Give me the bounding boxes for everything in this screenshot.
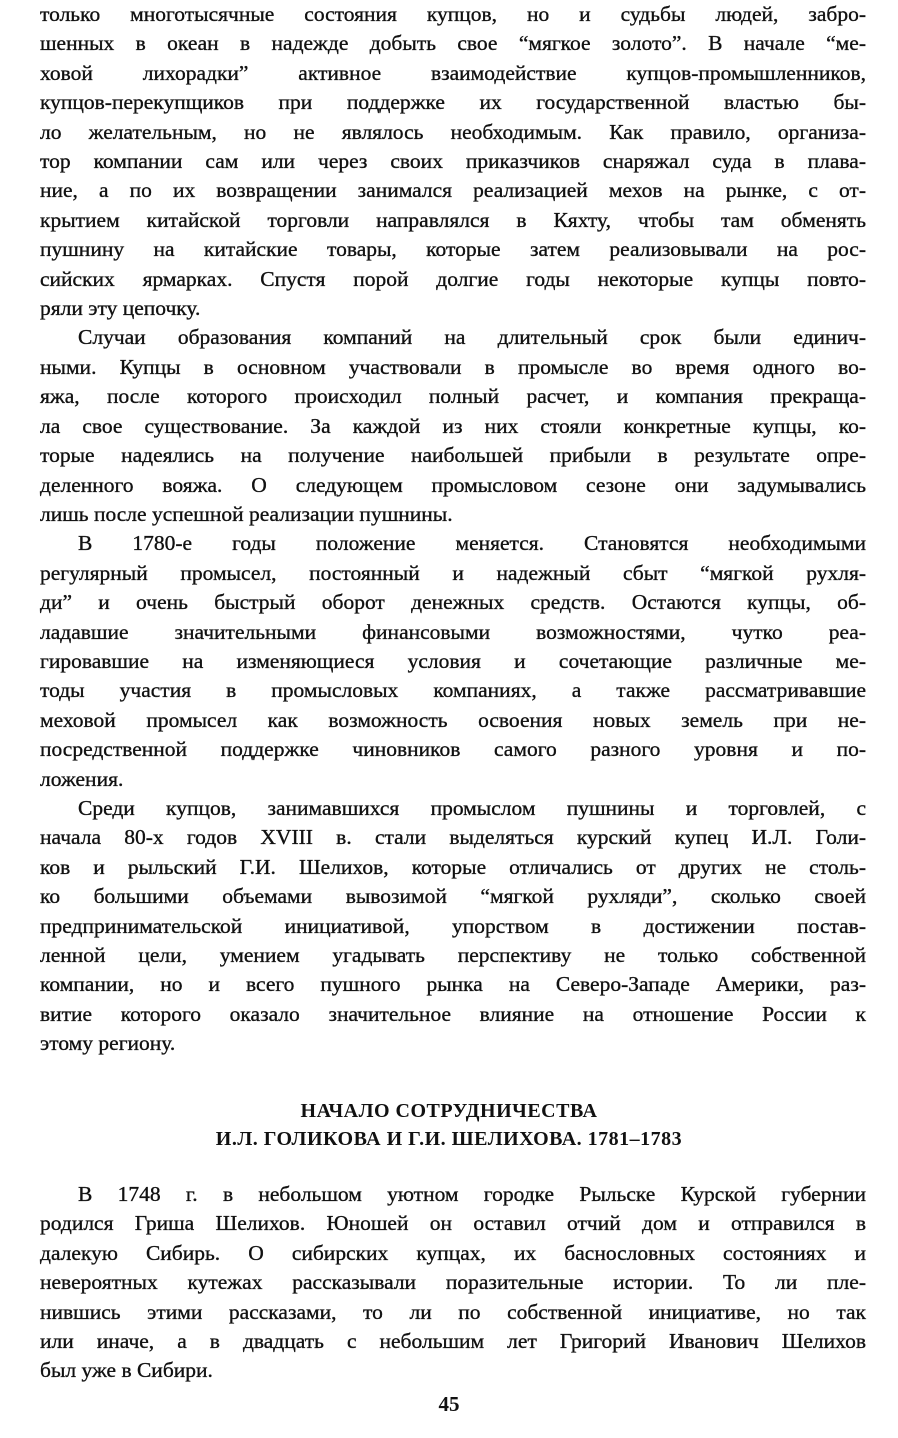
text-line: ков и рыльский Г.И. Шелихов, которые отличались от других не столь- (40, 854, 866, 879)
text-line: ряли эту цепочку. (40, 296, 201, 321)
text-line: родился Гриша Шелихов. Юношей он оставил отчий дом и отправился в (40, 1211, 866, 1236)
text-line: торые надеялись на получение наибольшей прибыли в результате опре- (40, 443, 866, 468)
body-text-bottom (40, 1180, 866, 1386)
text-line: ла свое существование. За каждой из них стояли конкретные купцы, ко- (40, 413, 866, 438)
text-line: ленной цели, умением угадывать перспективу не только собственной (40, 943, 866, 967)
text-line: ладавшие значительными финансовыми возможностями, чутко реа- (40, 619, 866, 644)
text-line: ко большими объемами вывозимой “мягкой рухляди”, сколько своей (40, 884, 866, 909)
text-line: пушнину на китайские товары, которые затем реализовывали на рос- (40, 237, 866, 262)
text-line: деленного вояжа. О следующем промысловом сезоне они задумывались (40, 472, 866, 497)
text-line: этому региону. (40, 1031, 176, 1056)
text-line: компании, но и всего пушного рынка на Северо-Западе Америки, раз- (40, 972, 866, 997)
text-line: В 1780-е годы положение меняется. Становятся необходимыми (78, 531, 866, 556)
text-line: ди” и очень быстрый оборот денежных средств. Остаются купцы, об- (40, 590, 866, 615)
text-line: нившись этими рассказами, то ли по собственной инициативе, но так (40, 1299, 866, 1324)
heading-line-2: И.Л. ГОЛИКОВА И Г.И. ШЕЛИХОВА. 1781–1783 (215, 1128, 683, 1150)
text-line: В 1748 г. в небольшом уютном городке Рыльске Курской губернии (78, 1182, 866, 1206)
text-line: Среди купцов, занимавшихся промыслом пушнины и торговлей, с (78, 795, 866, 820)
text-line: тор компании сам или через своих приказчиков снаряжал суда в плава- (40, 149, 866, 174)
body-text-top (40, 0, 866, 1059)
text-line: шенных в океан в надежде добыть свое “мягкое золото”. В начале “ме- (40, 31, 866, 56)
text-line: был уже в Сибири. (40, 1358, 213, 1383)
text-line: ложения. (40, 766, 124, 791)
text-line: крытием китайской торговли направлялся в Кяхту, чтобы там обменять (40, 207, 866, 232)
section-heading (0, 1097, 898, 1153)
text-line: тоды участия в промысловых компаниях, а также рассматривавшие (40, 678, 866, 703)
text-line: гировавшие на изменяющиеся условия и сочетающие различные ме- (40, 648, 866, 673)
text-line: яжа, после которого происходил полный расчет, и компания прекраща- (40, 384, 866, 409)
text-line: начала 80-х годов XVIII в. стали выделяться курский купец И.Л. Голи- (40, 825, 866, 850)
text-line: ние, а по их возвращении занимался реализацией мехов на рынке, с от- (40, 178, 866, 203)
text-line: посредственной поддержке чиновников самого разного уровня и по- (40, 737, 866, 762)
text-line: Случаи образования компаний на длительный срок были единич- (78, 325, 866, 350)
text-line: невероятных кутежах рассказывали поразительные истории. То ли пле- (40, 1270, 866, 1295)
paragraph (40, 0, 866, 323)
paragraph (40, 323, 866, 529)
text-line: купцов-перекупщиков при поддержке их государственной властью бы- (40, 90, 866, 115)
paragraph (40, 794, 866, 1059)
text-line: далекую Сибирь. О сибирских купцах, их баснословных состояниях и (40, 1240, 866, 1265)
page-number: 45 (438, 1392, 460, 1416)
text-line: регулярный промысел, постоянный и надежный сбыт “мягкой рухля- (40, 560, 866, 585)
text-line: лишь после успешной реализации пушнины. (40, 501, 453, 526)
text-line: меховой промысел как возможность освоения новых земель при не- (40, 707, 866, 732)
text-line: ховой лихорадки” активное взаимодействие купцов-промышленников, (40, 60, 866, 85)
text-line: ло желательным, но не являлось необходимым. Как правило, организа- (40, 119, 866, 144)
text-line: или иначе, а в двадцать с небольшим лет Григорий Иванович Шелихов (40, 1329, 866, 1354)
text-line: ными. Купцы в основном участвовали в промысле во время одного во- (40, 354, 866, 379)
paragraph (40, 529, 866, 794)
text-line: сийских ярмарках. Спустя порой долгие годы некоторые купцы повто- (40, 266, 866, 291)
heading-line-1: НАЧАЛО СОТРУДНИЧЕСТВА (300, 1100, 598, 1122)
text-line: только многотысячные состояния купцов, но и судьбы людей, забро- (40, 2, 866, 26)
text-line: витие которого оказало значительное влияние на отношение России к (40, 1001, 866, 1026)
text-line: предпринимательской инициативой, упорством в достижении постав- (40, 913, 866, 938)
paragraph (40, 1180, 866, 1386)
